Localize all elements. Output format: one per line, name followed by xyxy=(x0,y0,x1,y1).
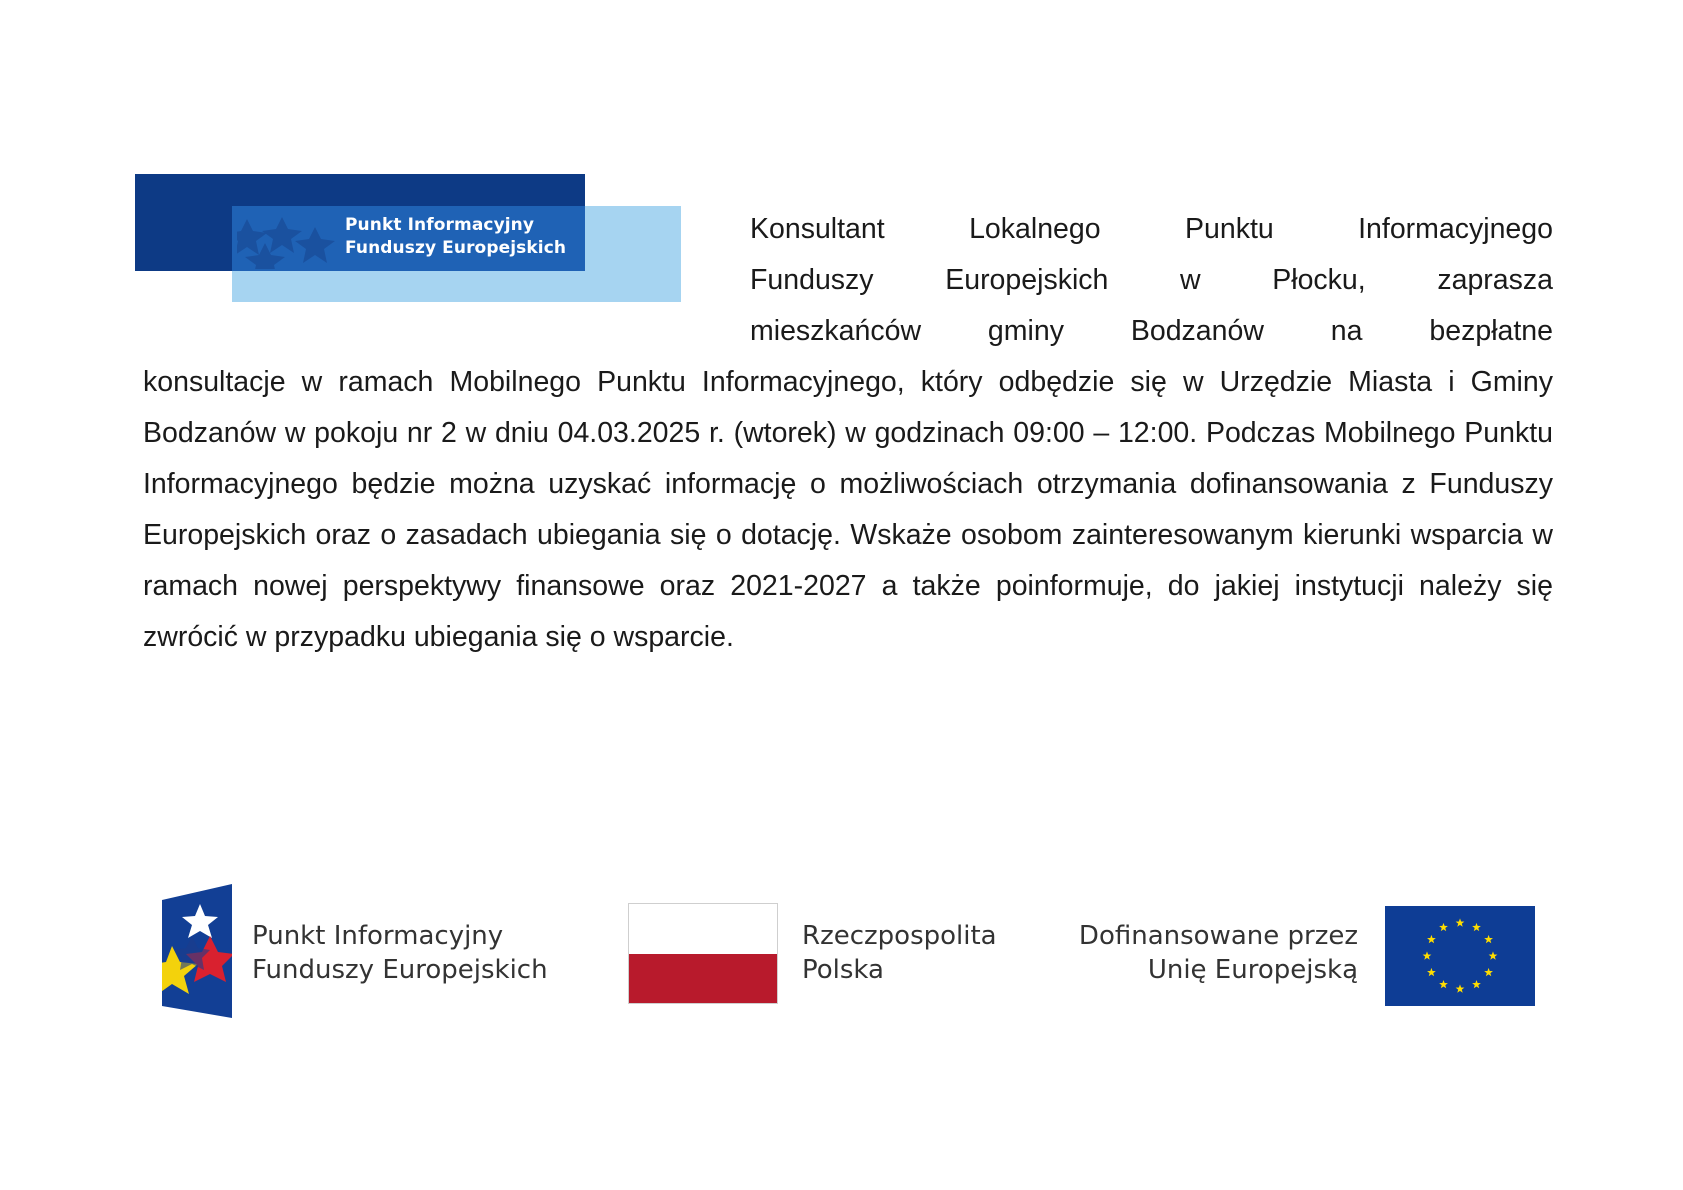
eu-star xyxy=(1484,968,1493,976)
eu-star xyxy=(1472,980,1481,988)
intro-paragraph xyxy=(750,204,1553,357)
eu-star xyxy=(1439,923,1448,931)
fe-logo-text xyxy=(252,919,548,987)
stars-logo-icon xyxy=(237,209,337,269)
flag-white-stripe xyxy=(629,904,777,954)
intro-line-3: mieszkańców gminy Bodzanów na bezpłatne xyxy=(750,315,1553,347)
eu-line1: Dofinansowane przez xyxy=(1078,921,1358,951)
pl-logo-text xyxy=(802,919,997,987)
intro-line-1: Konsultant Lokalnego Punktu Informacyjnego xyxy=(750,213,1553,245)
top-logo-text xyxy=(345,214,566,260)
eu-star xyxy=(1472,923,1481,931)
eu-flag-icon xyxy=(1385,906,1535,1006)
polish-flag-icon xyxy=(628,903,778,1004)
eu-star xyxy=(1427,935,1436,943)
eu-stars-ring xyxy=(1385,906,1535,1006)
eu-star xyxy=(1439,980,1448,988)
top-banner-logo xyxy=(135,174,681,302)
fe-line2: Funduszy Europejskich xyxy=(252,955,548,985)
eu-star xyxy=(1456,984,1465,992)
eu-star xyxy=(1423,951,1432,959)
fe-line1: Punkt Informacyjny xyxy=(252,921,504,951)
eu-line2: Unię Europejską xyxy=(1147,955,1358,985)
intro-line-2: Funduszy Europejskich w Płocku, zaprasza xyxy=(750,264,1553,296)
eu-star xyxy=(1489,951,1498,959)
pl-line1: Rzeczpospolita xyxy=(802,921,997,951)
top-logo-line1: Punkt Informacyjny xyxy=(345,215,535,235)
top-logo-line2: Funduszy Europejskich xyxy=(345,238,567,258)
eu-star xyxy=(1456,918,1465,926)
main-paragraph: konsultacje w ramach Mobilnego Punktu Informacyjnego, który odbędzie się w Urzędzie Miasta i Gminy Bodzanów w pokoju nr 2 w dniu 04.03.2025 r. (wtorek) w godzinach 09:00 – 12:00. Podczas Mobilnego Punktu Informacyjnego będzie można uzyskać informację o możliwościach otrzymania dofinansowania z Funduszy Europejskich oraz o zasadach ubiegania się o dotację. Wskaże osobom zainteresowanym kierunki wsparcia w ramach nowej perspektywy finansowe oraz 2021-2027 a także poinformuje, do jakiej instytucji należy się zwrócić w przypadku ubiegania się o wsparcie. xyxy=(143,366,1553,653)
pl-line2: Polska xyxy=(802,955,884,985)
eu-logo-text xyxy=(1079,919,1358,987)
eu-star xyxy=(1484,935,1493,943)
eu-star xyxy=(1427,968,1436,976)
flag-red-stripe xyxy=(629,954,777,1004)
fundusze-europejskie-logo-icon xyxy=(162,884,232,1018)
